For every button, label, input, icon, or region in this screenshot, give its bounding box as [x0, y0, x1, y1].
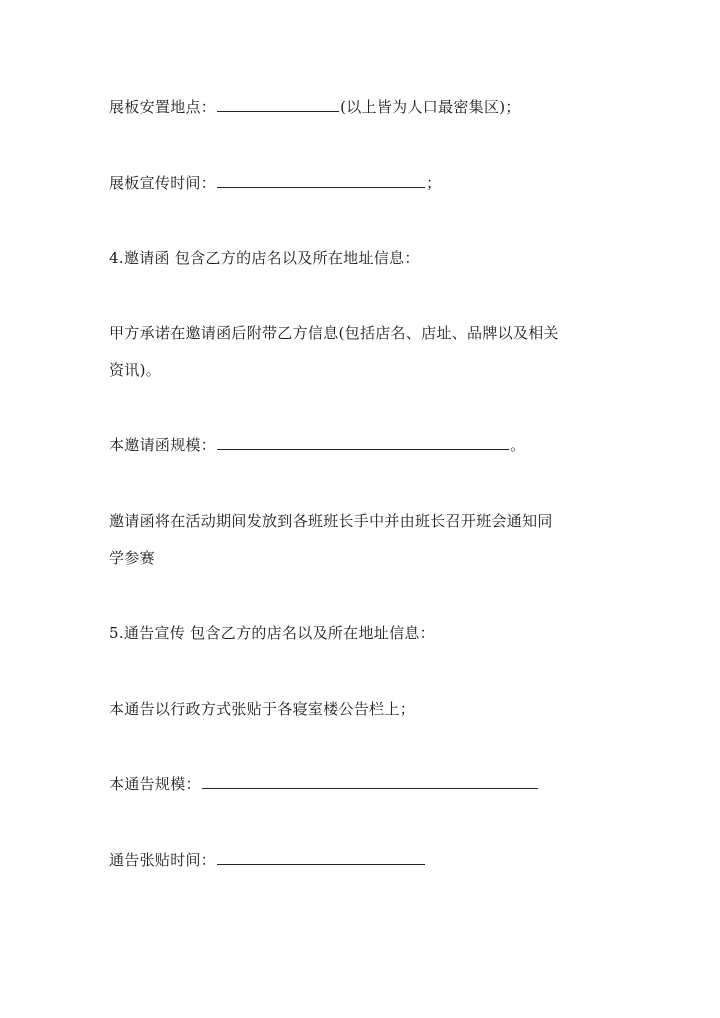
notice-scale-blank[interactable]: [202, 774, 538, 789]
display-location-suffix: (以上皆为人口最密集区)；: [340, 98, 521, 116]
section4-heading: 4.邀请函 包含乙方的店名以及所在地址信息：: [109, 249, 420, 267]
invitation-scale-line: [109, 434, 525, 456]
display-time-suffix: ；: [426, 174, 442, 192]
invitation-distribution-line1: 邀请函将在活动期间发放到各班班长手中并由班长召开班会通知同: [109, 512, 553, 530]
display-time-blank[interactable]: [217, 173, 425, 188]
section5-heading: 5.通告宣传 包含乙方的店名以及所在地址信息：: [109, 624, 435, 642]
invitation-scale-suffix: 。: [510, 436, 526, 454]
invitation-scale-blank[interactable]: [217, 435, 509, 450]
notice-scale-line: [109, 773, 539, 795]
section4-paragraph-line2: 资讯)。: [109, 361, 162, 379]
section4-paragraph-line1: 甲方承诺在邀请函后附带乙方信息(包括店名、店址、品牌以及相关: [109, 324, 559, 342]
invitation-distribution-line2: 学参赛: [109, 549, 155, 567]
display-location-label: 展板安置地点：: [109, 98, 217, 116]
notice-posting: 本通告以行政方式张贴于各寝室楼公告栏上；: [109, 700, 416, 718]
notice-scale-label: 本通告规模：: [109, 775, 201, 793]
notice-time-label: 通告张贴时间：: [109, 851, 217, 869]
display-location-line: [109, 96, 521, 118]
display-time-label: 展板宣传时间：: [109, 174, 217, 192]
display-location-blank[interactable]: [217, 97, 339, 112]
notice-time-line: [109, 849, 426, 871]
notice-time-blank[interactable]: [217, 850, 425, 865]
display-time-line: [109, 172, 441, 194]
invitation-scale-label: 本邀请函规模：: [109, 436, 217, 454]
